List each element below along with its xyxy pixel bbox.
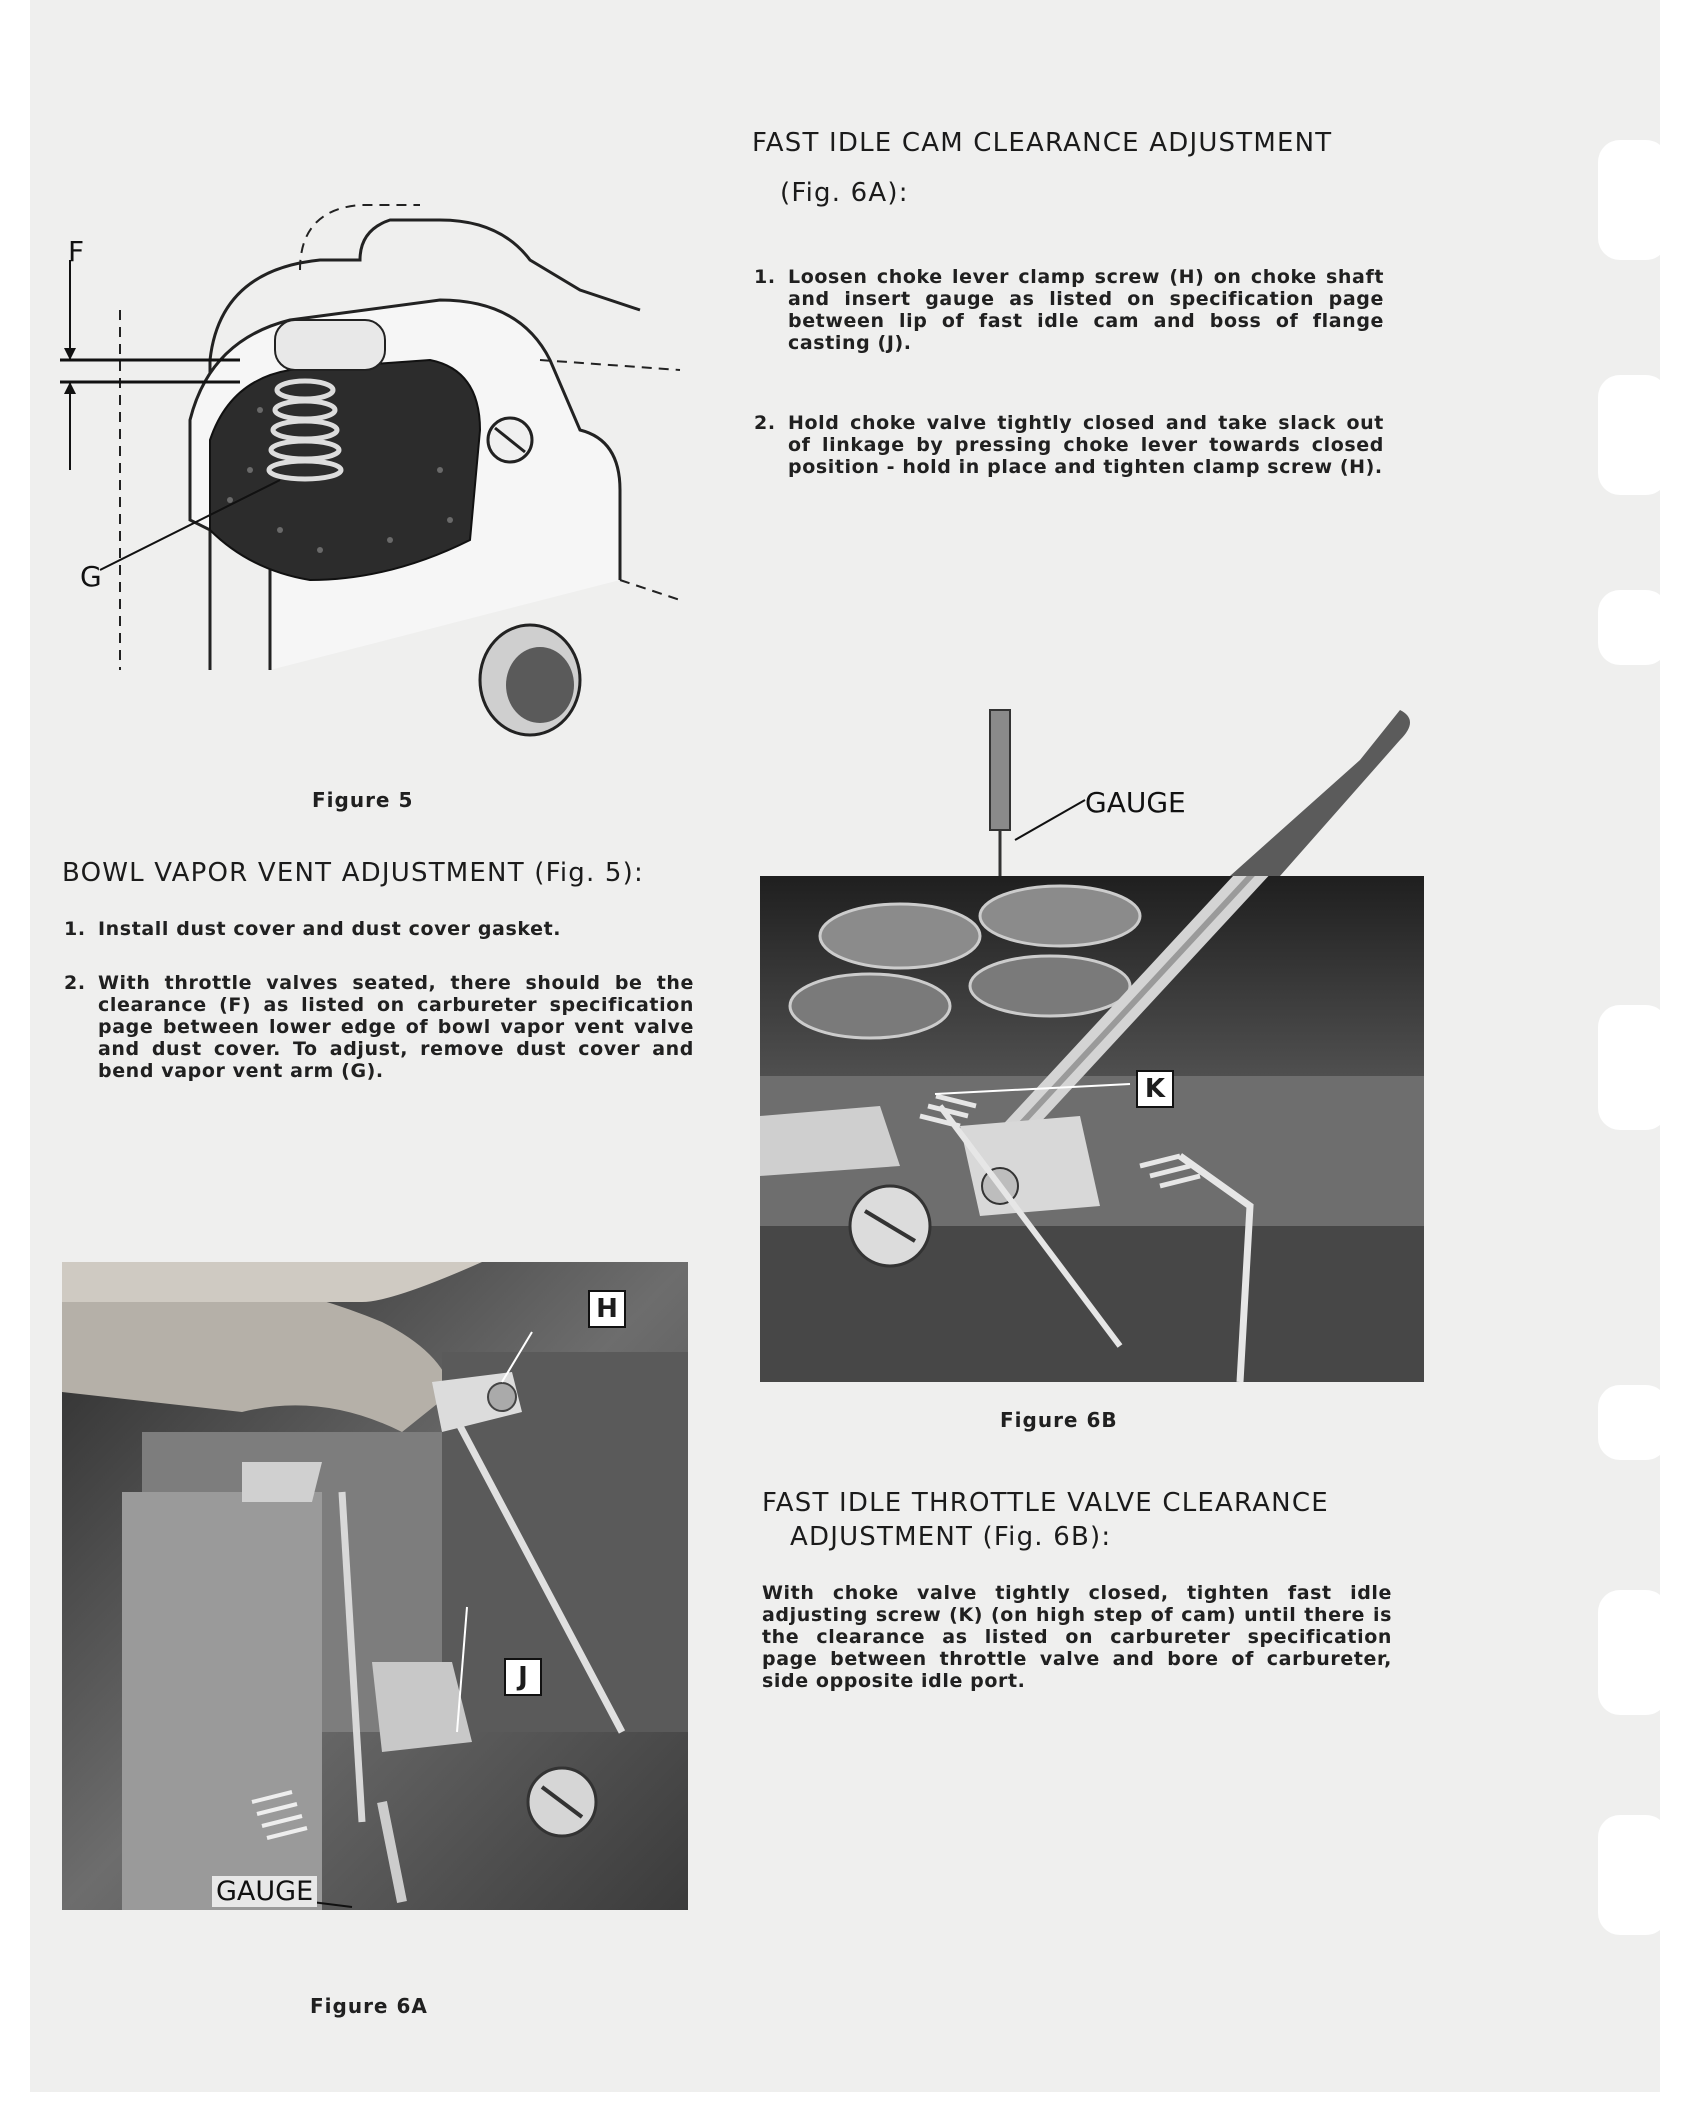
bowl-vapor-heading: BOWL VAPOR VENT ADJUSTMENT (Fig. 5): [62,858,644,888]
figure-6a-photo [62,1262,688,1910]
label-gauge: GAUGE [212,1876,317,1907]
figure-6b-photo [760,876,1424,1382]
binder-hole [1598,1005,1668,1130]
binder-hole [1598,1815,1668,1935]
bowl-vapor-step-1 [64,918,694,940]
figure-6b-gauge-area [760,700,1440,876]
step-text: Install dust cover and dust cover gasket. [98,918,562,940]
carburetor-linkage-photo [62,1262,688,1910]
step-number: 2. [754,412,776,434]
step-number: 1. [754,266,776,288]
fast-idle-cam-heading-fig: (Fig. 6A): [780,178,909,208]
fast-idle-throttle-text: With choke valve tightly closed, tighten fast idle adjusting screw (K) (on high step of cam) until there is the clearance as listed on carbureter specification page between throttle valve and bore of carbureter, side opposite idle port. [762,1582,1392,1692]
bowl-vapor-step-2 [64,972,694,1082]
figure-6b-caption: Figure 6B [1000,1408,1118,1432]
figure-5-caption: Figure 5 [312,788,414,812]
fast-idle-cam-step-2 [754,412,1384,478]
figure-6a-caption: Figure 6A [310,1994,428,2018]
fast-idle-cam-heading: FAST IDLE CAM CLEARANCE ADJUSTMENT [752,128,1333,158]
step-number: 1. [64,918,86,940]
bowl-vent-drawing [60,110,700,770]
binder-hole [1598,375,1668,495]
binder-hole [1598,590,1668,665]
label-j: J [504,1658,542,1696]
step-text: Loosen choke lever clamp screw (H) on choke shaft and insert gauge as listed on specification page between lip of fast idle cam and boss of flange casting (J). [788,266,1384,354]
label-k: K [1136,1070,1174,1108]
label-gauge-6b: GAUGE [1085,786,1186,819]
fast-idle-screw-photo [760,876,1424,1382]
fast-idle-throttle-heading-2: ADJUSTMENT (Fig. 6B): [790,1522,1112,1552]
step-text: With throttle valves seated, there should be the clearance (F) as listed on carbureter specification page between lower edge of bowl vapor vent valve and dust cover. To adjust, remove dust cover and bend vapor vent arm (G). [98,972,694,1082]
label-f: F [68,235,85,268]
binder-hole [1598,1590,1668,1715]
label-h: H [588,1290,626,1328]
step-number: 2. [64,972,86,994]
fast-idle-throttle-heading: FAST IDLE THROTTLE VALVE CLEARANCE [762,1488,1329,1518]
binder-hole [1598,1385,1668,1460]
figure-5-illustration [60,110,700,770]
binder-hole [1598,140,1668,260]
label-g: G [80,560,102,593]
fast-idle-cam-step-1 [754,266,1384,354]
step-text: Hold choke valve tightly closed and take slack out of linkage by pressing choke lever towards closed position - hold in place and tighten clamp screw (H). [788,412,1384,478]
